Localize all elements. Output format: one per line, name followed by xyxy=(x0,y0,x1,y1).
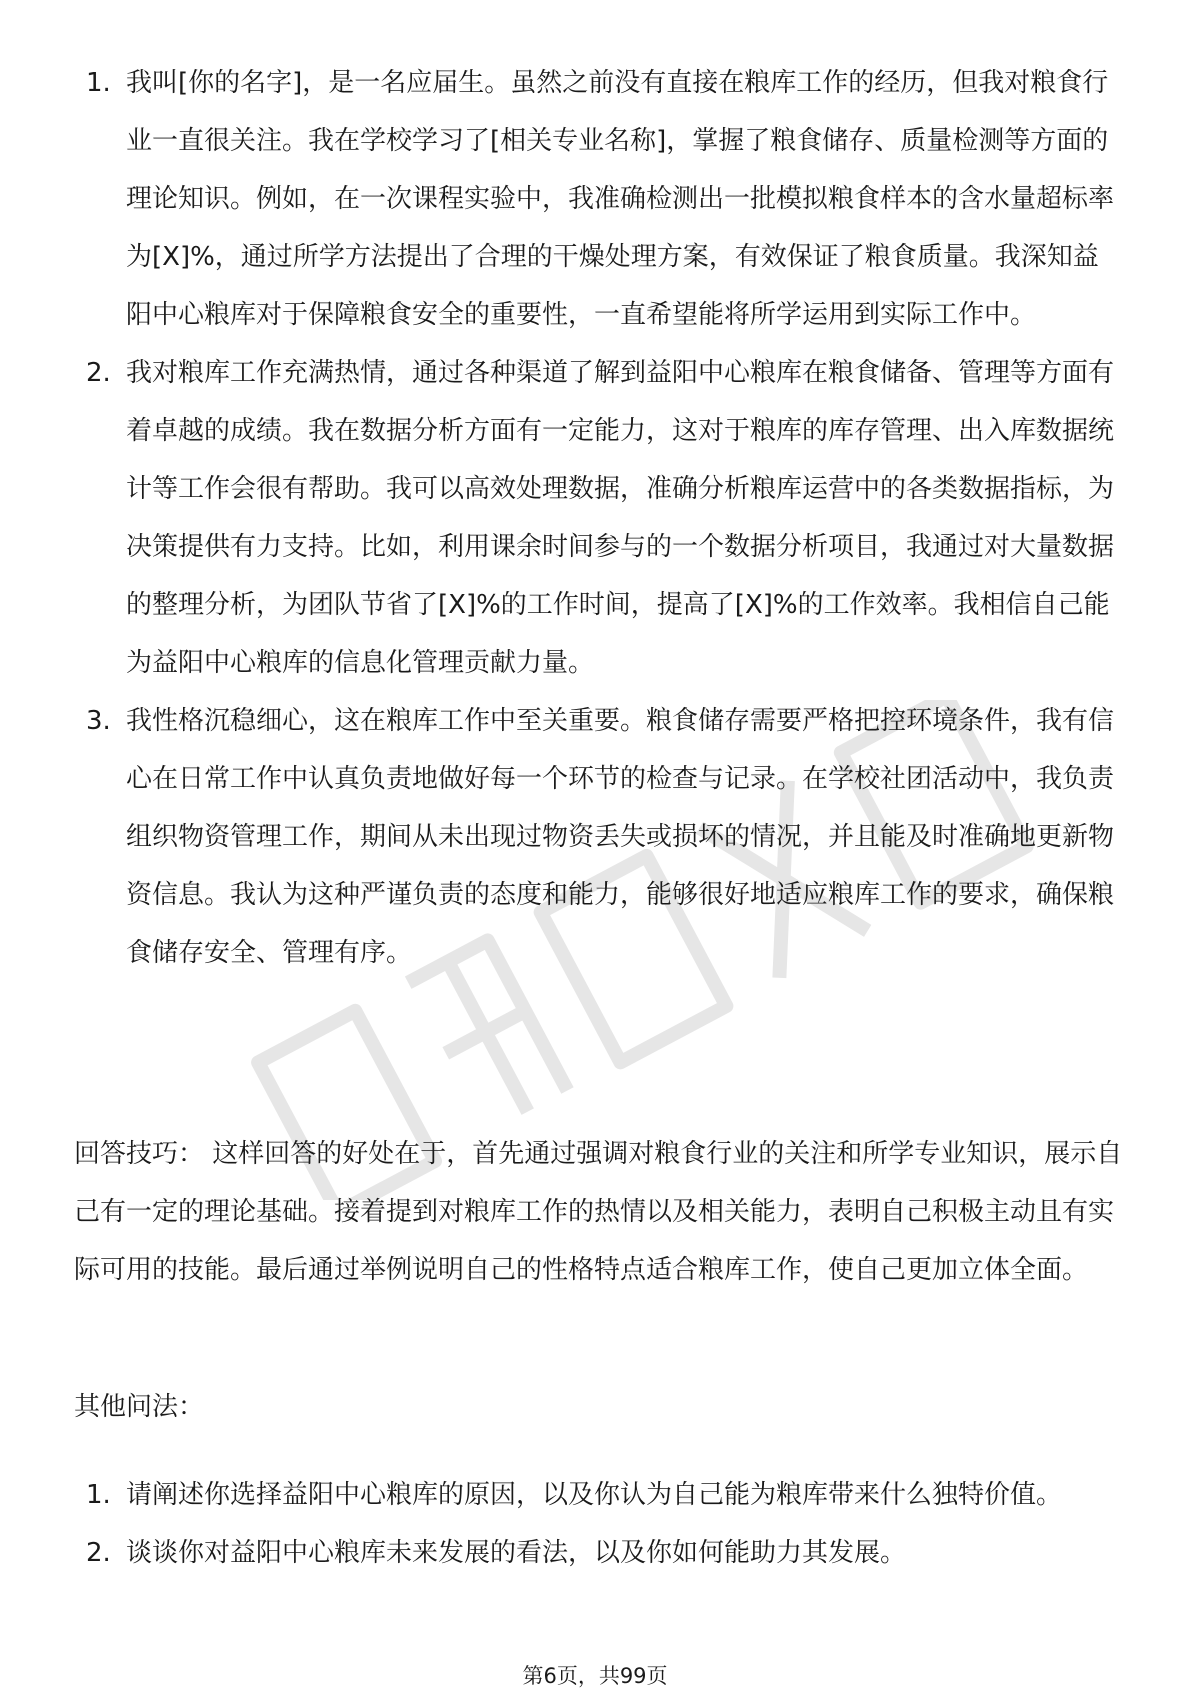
list-number: 1. xyxy=(86,68,111,98)
list-item xyxy=(74,1524,1124,1582)
list-item xyxy=(74,54,1124,344)
list-item xyxy=(74,344,1124,692)
list-item-text: 谈谈你对益阳中心粮库未来发展的看法，以及你如何能助力其发展。 xyxy=(126,1538,907,1568)
list-number: 2. xyxy=(86,358,111,388)
list-item xyxy=(74,692,1124,982)
list-number: 2. xyxy=(86,1538,111,1568)
list-item-text: 我对粮库工作充满热情，通过各种渠道了解到益阳中心粮库在粮食储备、管理等方面有着卓越的成绩。我在数据分析方面有一定能力，这对于粮库的库存管理、出入库数据统计等工作会很有帮助。我可以高效处理数据，准确分析粮库运营中的各类数据指标，为决策提供有力支持。比如，利用课余时间参与的一个数据分析项目，我通过对大量数据的整理分析，为团队节省了[X]%的工作时间，提高了[X]%的工作效率。我相信自己能为益阳中心粮库的信息化管理贡献力量。 xyxy=(126,358,1115,678)
list-item xyxy=(74,1466,1124,1524)
list-item-text: 我性格沉稳细心，这在粮库工作中至关重要。粮食储存需要严格把控环境条件，我有信心在日常工作中认真负责地做好每一个环节的检查与记录。在学校社团活动中，我负责组织物资管理工作，期间从未出现过物资丢失或损坏的情况，并且能及时准确地更新物资信息。我认为这种严谨负责的态度和能力，能够很好地适应粮库工作的要求，确保粮食储存安全、管理有序。 xyxy=(126,706,1115,968)
answer-tips-paragraph: 回答技巧： 这样回答的好处在于，首先通过强调对粮食行业的关注和所学专业知识，展示自己有一定的理论基础。接着提到对粮库工作的热情以及相关能力，表明自己积极主动且有实际可用的技能。最后通过举例说明自己的性格特点适合粮库工作，使自己更加立体全面。 xyxy=(74,1139,1123,1285)
answer-list xyxy=(74,54,1124,982)
list-number: 1. xyxy=(86,1480,111,1510)
list-item-text: 我叫[你的名字]，是一名应届生。虽然之前没有直接在粮库工作的经历，但我对粮食行业一直很关注。我在学校学习了[相关专业名称]，掌握了粮食储存、质量检测等方面的理论知识。例如，在一次课程实验中，我准确检测出一批模拟粮食样本的含水量超标率为[X]%，通过所学方法提出了合理的干燥处理方案，有效保证了粮食质量。我深知益阳中心粮库对于保障粮食安全的重要性，一直希望能将所学运用到实际工作中。 xyxy=(126,68,1115,330)
other-questions-list xyxy=(74,1466,1124,1582)
other-questions-heading: 其他问法： xyxy=(74,1392,205,1422)
list-number: 3. xyxy=(86,706,111,736)
page-footer: 第6页，共99页 xyxy=(522,1664,668,1688)
list-item-text: 请阐述你选择益阳中心粮库的原因，以及你认为自己能为粮库带来什么独特价值。 xyxy=(126,1480,1063,1510)
